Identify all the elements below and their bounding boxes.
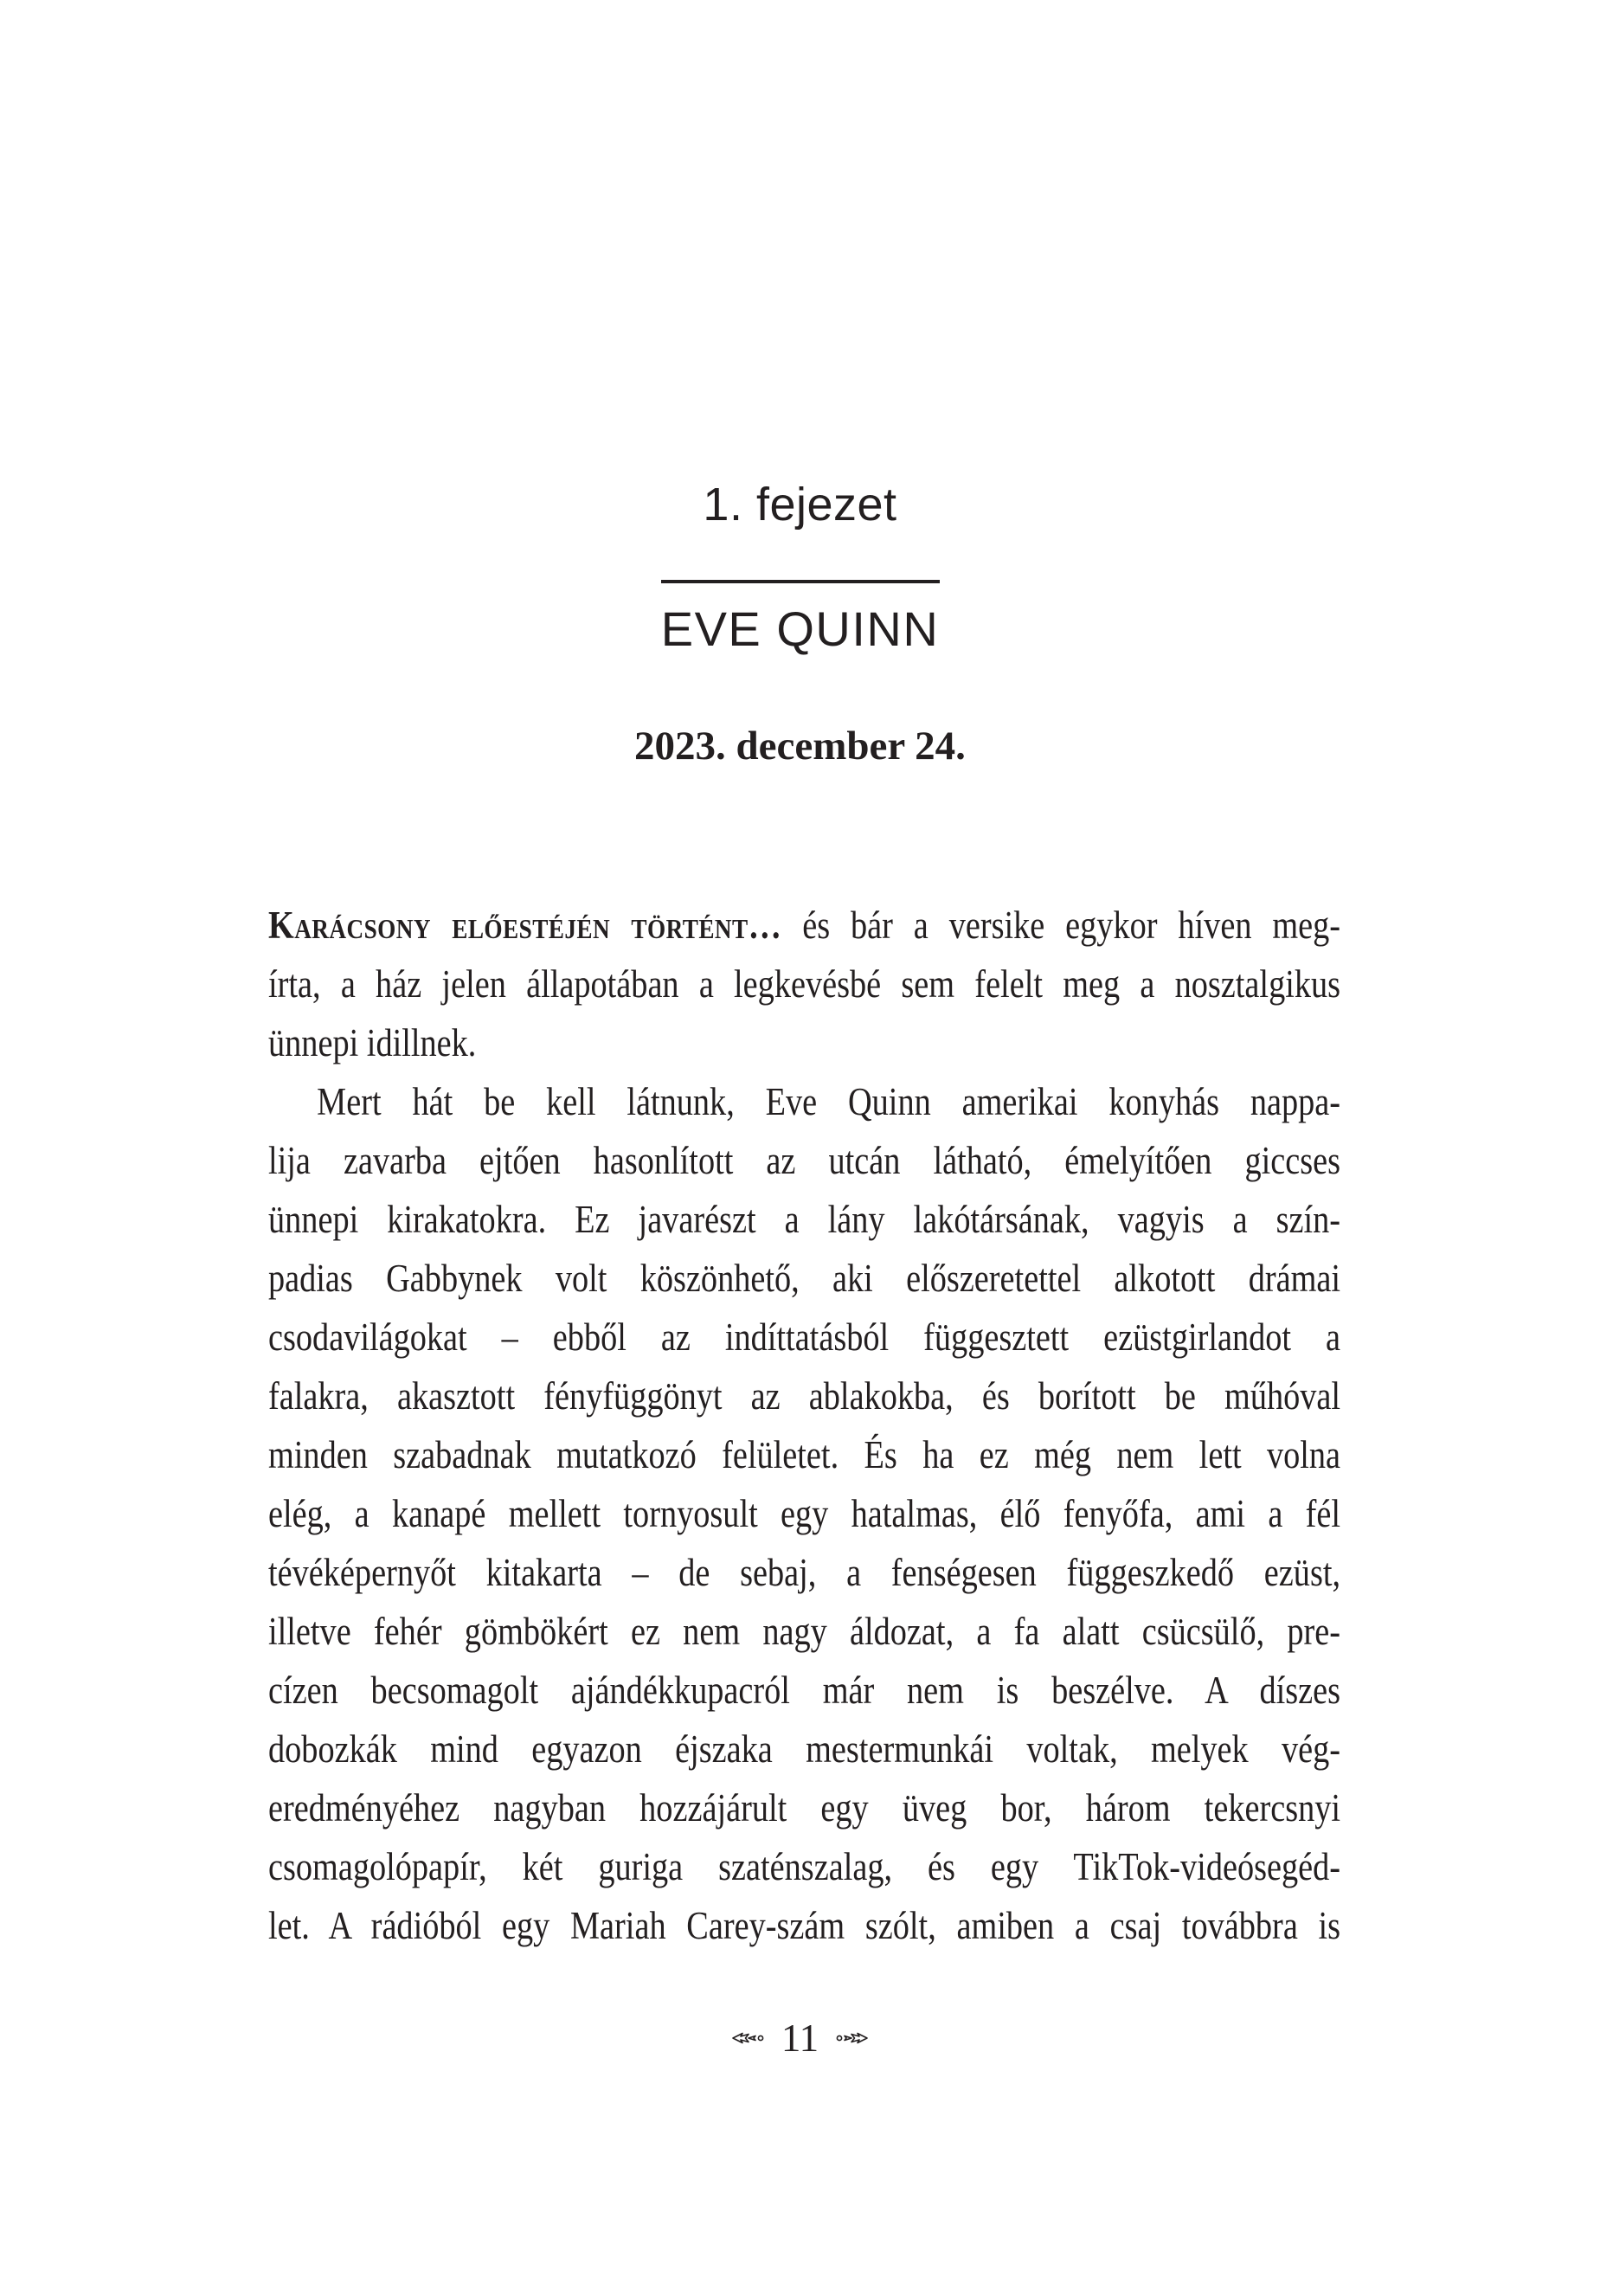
body-text: cízen becsomagolt ajándékkupacról már nem is beszélve. A díszes: [268, 1669, 1341, 1712]
body-text: elég, a kanapé mellett tornyosult egy hatalmas, élő fenyőfa, ami a fél: [268, 1492, 1341, 1535]
body-line: [268, 1484, 1340, 1543]
body-line: [268, 1720, 1340, 1778]
body-text: ünnepi idillnek.: [268, 1021, 477, 1064]
fleuron-arrow-left-icon: [731, 2030, 766, 2046]
body-text-block: [268, 896, 1600, 1955]
chapter-divider-rule: [661, 580, 940, 583]
body-line: [268, 1367, 1340, 1425]
body-text: minden szabadnak mutatkozó felületet. És ha ez még nem lett volna: [268, 1433, 1341, 1476]
body-text: tévéképernyőt kitakarta – de sebaj, a fenségesen függeszkedő ezüst,: [268, 1551, 1341, 1594]
body-line: [268, 1013, 1340, 1072]
chapter-number-label: 1. fejezet: [703, 479, 897, 531]
body-text: let. A rádióból egy Mariah Carey-szám szólt, amiben a csaj továbbra is: [268, 1904, 1341, 1947]
body-line: [268, 1778, 1340, 1837]
body-line: [268, 1602, 1340, 1661]
body-text: falakra, akasztott fényfüggönyt az ablakokba, és borított be műhóval: [268, 1374, 1341, 1418]
body-line: [268, 1190, 1340, 1249]
body-line: [268, 1543, 1340, 1602]
chapter-title: EVE QUINN: [660, 601, 940, 656]
body-line: [268, 1661, 1340, 1720]
body-text: írta, a ház jelen állapotában a legkevésbé sem felelt meg a nosztalgikus: [268, 962, 1341, 1006]
body-line: [268, 1131, 1340, 1190]
body-line: [268, 1249, 1340, 1308]
body-text: csodavilágokat – ebből az indíttatásból függesztett ezüstgirlandot a: [268, 1315, 1341, 1359]
body-text: csomagolópapír, két guriga szaténszalag, és egy TikTok-videósegéd-: [268, 1845, 1341, 1888]
body-text: eredményéhez nagyban hozzájárult egy üveg bor, három tekercsnyi: [268, 1786, 1341, 1830]
body-line: [268, 955, 1340, 1013]
body-text: és bár a versike egykor híven meg-: [781, 904, 1341, 947]
fleuron-arrow-right-icon: [834, 2030, 869, 2046]
body-text: lija zavarba ejtően hasonlított az utcán látható, émelyítően giccses: [268, 1139, 1341, 1182]
body-line: [268, 1072, 1340, 1131]
body-text: Mert hát be kell látnunk, Eve Quinn amerikai konyhás nappa-: [317, 1080, 1341, 1123]
page-footer: [0, 2016, 1600, 2061]
body-line: [268, 896, 1340, 955]
body-text: illetve fehér gömbökért ez nem nagy áldozat, a fa alatt csücsülő, pre-: [268, 1610, 1341, 1653]
body-line: [268, 1896, 1340, 1955]
body-text: dobozkák mind egyazon éjszaka mestermunkái voltak, melyek vég-: [268, 1727, 1341, 1771]
body-line: [268, 1837, 1340, 1896]
body-text: ünnepi kirakatokra. Ez javarészt a lány lakótársának, vagyis a szín-: [268, 1198, 1341, 1241]
body-lines: [268, 896, 1340, 1955]
page-number: 11: [781, 2016, 819, 2060]
chapter-date: 2023. december 24.: [634, 724, 966, 769]
body-text: padias Gabbynek volt köszönhető, aki előszeretettel alkotott drámai: [268, 1257, 1341, 1300]
body-line: [268, 1308, 1340, 1367]
opening-phrase: Karácsony előestéjén történt…: [268, 904, 782, 947]
body-line: [268, 1425, 1340, 1484]
